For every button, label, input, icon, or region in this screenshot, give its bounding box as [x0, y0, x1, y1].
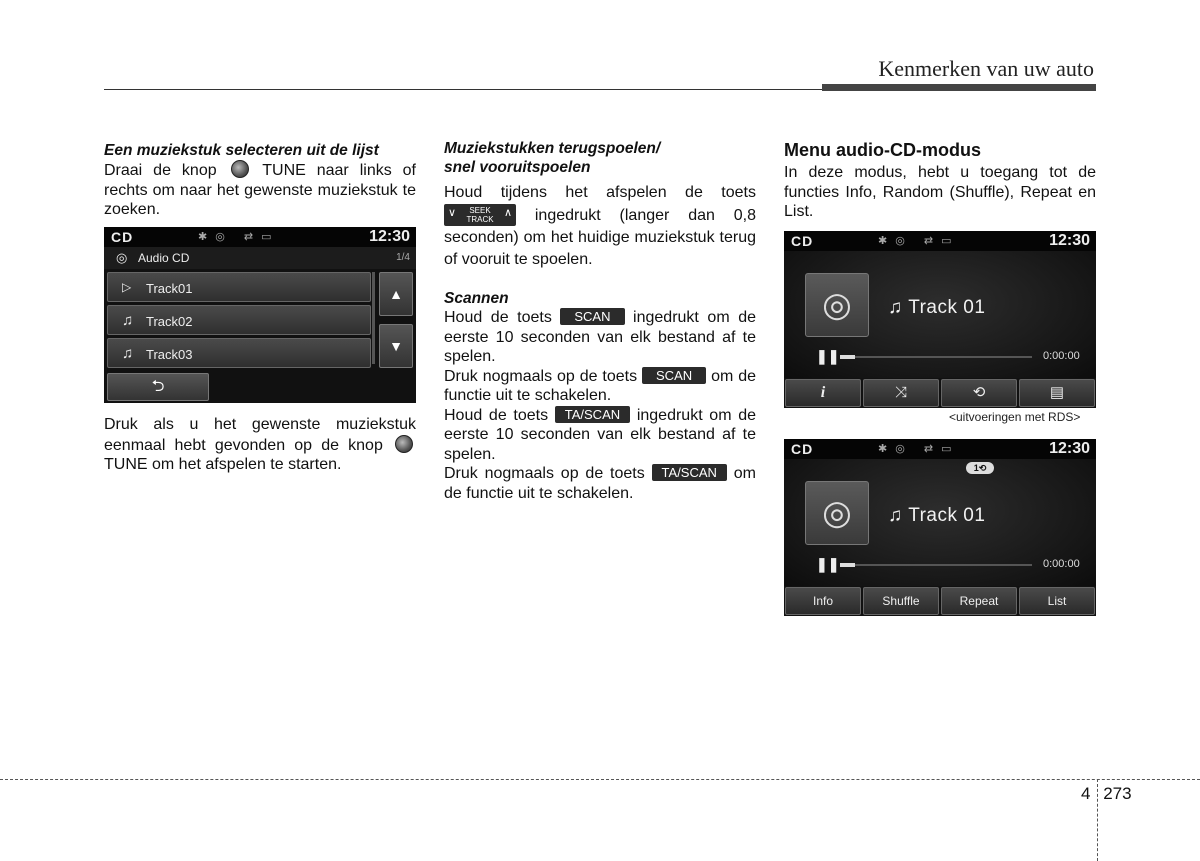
text: Druk nogmaals op de toets — [444, 465, 645, 482]
cd-album-art-icon: ◎ — [805, 273, 869, 337]
column-1 — [104, 141, 416, 220]
pause-icon[interactable]: ❚❚ — [816, 348, 840, 364]
figure-caption: <uitvoeringen met RDS> — [949, 410, 1081, 424]
shuffle-button[interactable]: Shuffle — [863, 587, 939, 615]
list-button[interactable]: List — [1019, 587, 1095, 615]
repeat-button[interactable]: Repeat — [941, 587, 1017, 615]
track-title — [888, 297, 985, 319]
music-note-icon: ♫ — [888, 505, 903, 526]
tascan-key: TA/SCAN — [652, 464, 727, 481]
column-2 — [444, 139, 756, 503]
text: Houd de toets — [444, 406, 549, 424]
info-icon: i — [820, 384, 826, 401]
scroll-down-button[interactable]: ▼ — [379, 324, 413, 368]
page-number — [1081, 784, 1132, 804]
text: Draai de knop — [104, 162, 217, 179]
cd-album-art-icon: ◎ — [805, 481, 869, 545]
elapsed-time: 0:00:00 — [1043, 350, 1080, 362]
status-bar — [104, 227, 416, 247]
cd-playback-screen-labels — [784, 439, 1096, 616]
text: TUNE naar links of rechts om naar het gewenste muziekstuk te zoeken. — [104, 162, 416, 218]
text: snel vooruitspoelen — [444, 159, 591, 176]
tune-knob-icon — [395, 435, 413, 453]
status-icons: ✱◎ ⇄▭ — [878, 235, 960, 247]
column-1-lower — [104, 415, 416, 475]
progress-fill — [840, 563, 855, 567]
paragraph — [104, 160, 416, 220]
info-button[interactable]: Info — [785, 587, 861, 615]
status-icons: ✱◎ ⇄▭ — [198, 231, 280, 243]
music-note-icon: ♫ — [888, 297, 903, 318]
paragraph — [444, 182, 756, 271]
paragraph: In deze modus, hebt u toegang tot de functies Info, Random (Shuffle), Repeat en List. — [784, 164, 1096, 220]
text: Houd tijdens het afspelen de toets — [444, 184, 756, 201]
text: TUNE om het afspelen te starten. — [104, 456, 342, 473]
text: ingedrukt (langer dan 0,8 seconden) om het huidige muziekstuk terug of vooruit te spoelen. — [444, 207, 756, 268]
page-header-title: Kenmerken van uw auto — [878, 56, 1094, 81]
text: ingedrukt om de eerste 10 seconden van elk bestand af te spelen. — [444, 406, 756, 463]
chevron-down-icon: ∨ — [448, 207, 457, 219]
clock: 12:30 — [1049, 232, 1090, 249]
repeat-one-indicator-icon: 1⟲ — [966, 462, 994, 474]
text: Muziekstukken terugspoelen/ — [444, 140, 661, 157]
text: ingedrukt om de eerste 10 seconden van elk bestand af te spelen. — [444, 309, 756, 365]
mode-label: CD — [791, 233, 814, 249]
text: Houd de toets — [444, 309, 552, 326]
chapter-number: 4 — [1081, 784, 1091, 803]
play-icon: ▷ — [122, 280, 132, 294]
info-button[interactable] — [785, 379, 861, 407]
list-title-bar — [104, 247, 416, 269]
header-rule — [104, 89, 822, 90]
track-row-1[interactable] — [107, 272, 371, 302]
paragraph — [444, 308, 756, 367]
text: SEEK — [469, 206, 491, 215]
scroll-up-button[interactable]: ▲ — [379, 272, 413, 316]
mode-label: CD — [111, 229, 134, 245]
track-name: Track02 — [146, 314, 193, 329]
scrollbar[interactable] — [372, 272, 375, 364]
pause-icon[interactable]: ❚❚ — [816, 556, 840, 572]
track-name: Track03 — [146, 347, 193, 362]
status-bar — [784, 231, 1096, 251]
text: om de functie uit te schakelen. — [444, 465, 756, 502]
section-heading: Een muziekstuk selecteren uit de lijst — [104, 142, 379, 159]
list-button[interactable] — [1019, 379, 1095, 407]
progress-fill — [840, 355, 855, 359]
track-name: Track01 — [146, 281, 193, 296]
paragraph — [444, 367, 756, 406]
clock: 12:30 — [1049, 440, 1090, 457]
footer-rule — [0, 779, 1200, 780]
scan-key: SCAN — [560, 308, 624, 325]
progress-track[interactable] — [840, 356, 1032, 358]
cd-track-list-screen — [104, 227, 416, 403]
tascan-key: TA/SCAN — [555, 406, 630, 423]
cd-playback-screen-icons — [784, 231, 1096, 408]
page-number-value: 273 — [1103, 784, 1132, 803]
shuffle-button[interactable] — [863, 379, 939, 407]
text: om de functie uit te schakelen. — [444, 367, 756, 404]
softkey-bar — [784, 378, 1096, 408]
scan-key: SCAN — [642, 367, 706, 384]
clock: 12:30 — [369, 228, 410, 245]
tune-knob-icon — [231, 160, 249, 178]
list-icon: ▤ — [1049, 384, 1065, 401]
music-note-icon: ♫ — [122, 312, 134, 329]
repeat-button[interactable] — [941, 379, 1017, 407]
paragraph — [444, 406, 756, 465]
status-icons: ✱◎ ⇄▭ — [878, 443, 960, 455]
mode-label: CD — [791, 441, 814, 457]
status-bar — [784, 439, 1096, 459]
back-button[interactable] — [107, 373, 209, 401]
section-heading — [444, 139, 756, 177]
elapsed-time: 0:00:00 — [1043, 558, 1080, 570]
track-row-2[interactable] — [107, 305, 371, 335]
seek-key-label — [462, 206, 498, 224]
track-title — [888, 505, 985, 527]
track-row-3[interactable] — [107, 338, 371, 368]
page-indicator: 1/4 — [396, 252, 410, 263]
disc-icon: ◎ — [116, 250, 128, 265]
shuffle-icon: ⤨ — [894, 384, 907, 401]
text: Druk als u het gewenste muziekstuk eenmaal hebt gevonden op de knop — [104, 416, 416, 454]
column-3 — [784, 139, 1096, 222]
source-title: Audio CD — [138, 251, 190, 265]
text: Track 01 — [908, 297, 986, 318]
repeat-icon: ⟲ — [972, 384, 986, 401]
chevron-up-icon: ∧ — [503, 207, 512, 219]
text: Druk nogmaals op de toets — [444, 367, 638, 385]
section-heading: Scannen — [444, 290, 509, 307]
back-arrow-icon: ⮌ — [151, 378, 165, 395]
header-rule-accent — [822, 84, 1096, 91]
section-heading: Menu audio-CD-modus — [784, 140, 981, 160]
paragraph — [444, 464, 756, 503]
softkey-bar — [784, 586, 1096, 616]
text: TRACK — [466, 215, 494, 224]
seek-track-key — [444, 204, 516, 226]
music-note-icon: ♫ — [122, 345, 134, 362]
text: Track 01 — [908, 505, 986, 526]
paragraph — [104, 415, 416, 475]
progress-track[interactable] — [840, 564, 1032, 566]
